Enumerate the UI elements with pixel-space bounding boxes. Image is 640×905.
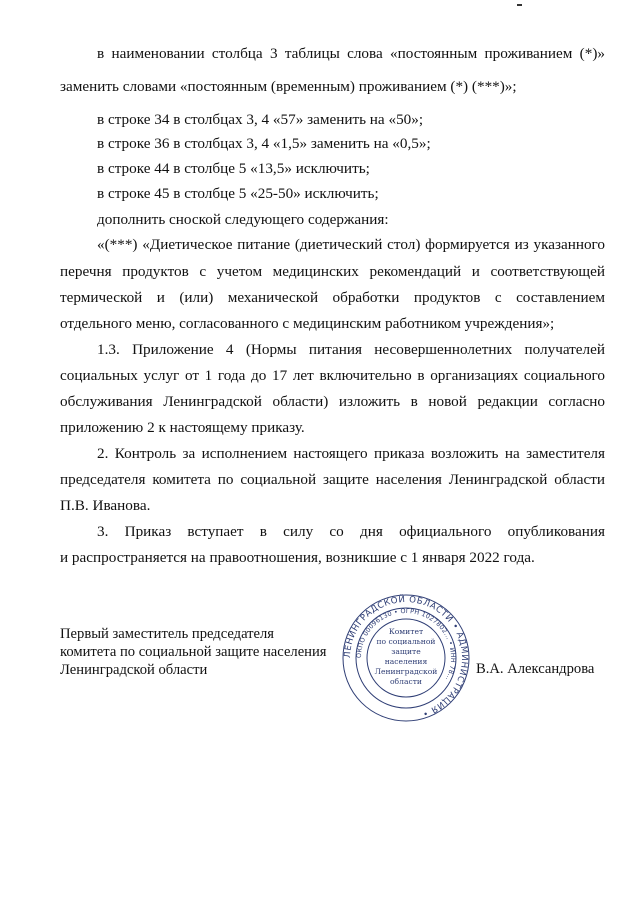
stamp-ring-text: ОКПО 00096130 • ОГРН 1027802... • ИНН 78... <box>354 606 458 683</box>
body-line: приложению 2 к настоящему приказу. <box>60 419 305 436</box>
stamp-center-line: населения <box>384 657 428 666</box>
body-line: 3. Приказ вступает в силу со дня официального опубликования <box>97 523 605 540</box>
signer-position-line: комитета по социальной защите населения <box>60 644 327 660</box>
scan-speck <box>517 4 522 6</box>
body-line: «(***) «Диетическое питание (диетический стол) формируется из указанного <box>97 236 605 253</box>
body-line: в строке 34 в столбцах 3, 4 «57» заменить на «50»; <box>97 111 424 128</box>
signer-position-line: Первый заместитель председателя <box>60 626 275 642</box>
stamp-center-line: Ленинградской <box>374 667 438 676</box>
body-line: в наименовании столбца 3 таблицы слова «постоянным проживанием (*)» <box>97 45 605 62</box>
body-line: 1.3. Приложение 4 (Нормы питания несовершеннолетних получателей <box>97 341 605 358</box>
stamp-center-line: Комитет <box>388 627 424 636</box>
body-line: заменить словами «постоянным (временным) проживанием (*) (***)»; <box>60 78 517 95</box>
stamp-center-line: области <box>389 677 423 686</box>
body-line: обслуживания Ленинградской области) изложить в новой редакции согласно <box>60 393 605 410</box>
official-stamp <box>341 593 471 723</box>
body-line: социальных услуг от 1 года до 17 лет включительно в организациях социального <box>60 367 605 384</box>
body-line: термической и (или) механической обработки продуктов с составлением <box>60 289 605 306</box>
signer-position-line: Ленинградской области <box>60 662 208 678</box>
body-line: отдельного меню, согласованного с медицинским работником учреждения»; <box>60 315 555 332</box>
body-line: председателя комитета по социальной защите населения Ленинградской области <box>60 471 605 488</box>
body-line: в строке 45 в столбце 5 «25-50» исключить; <box>97 185 379 202</box>
signer-name: В.А. Александрова <box>476 661 595 677</box>
stamp-center-line: защите <box>391 647 421 656</box>
body-line: перечня продуктов с учетом медицинских рекомендаций и соответствующей <box>60 263 605 280</box>
stamp-outer-text: ЛЕНИНГРАДСКОЙ ОБЛАСТИ • АДМИНИСТРАЦИЯ • <box>342 594 470 719</box>
body-line: в строке 44 в столбце 5 «13,5» исключить; <box>97 160 370 177</box>
body-line: и распространяется на правоотношения, возникшие с 1 января 2022 года. <box>60 549 535 566</box>
body-line: П.В. Иванова. <box>60 497 151 514</box>
body-line: дополнить сноской следующего содержания: <box>97 211 389 228</box>
stamp-center-line: по социальной <box>376 637 436 646</box>
body-line: 2. Контроль за исполнением настоящего приказа возложить на заместителя <box>97 445 605 462</box>
body-line: в строке 36 в столбцах 3, 4 «1,5» заменить на «0,5»; <box>97 135 431 152</box>
